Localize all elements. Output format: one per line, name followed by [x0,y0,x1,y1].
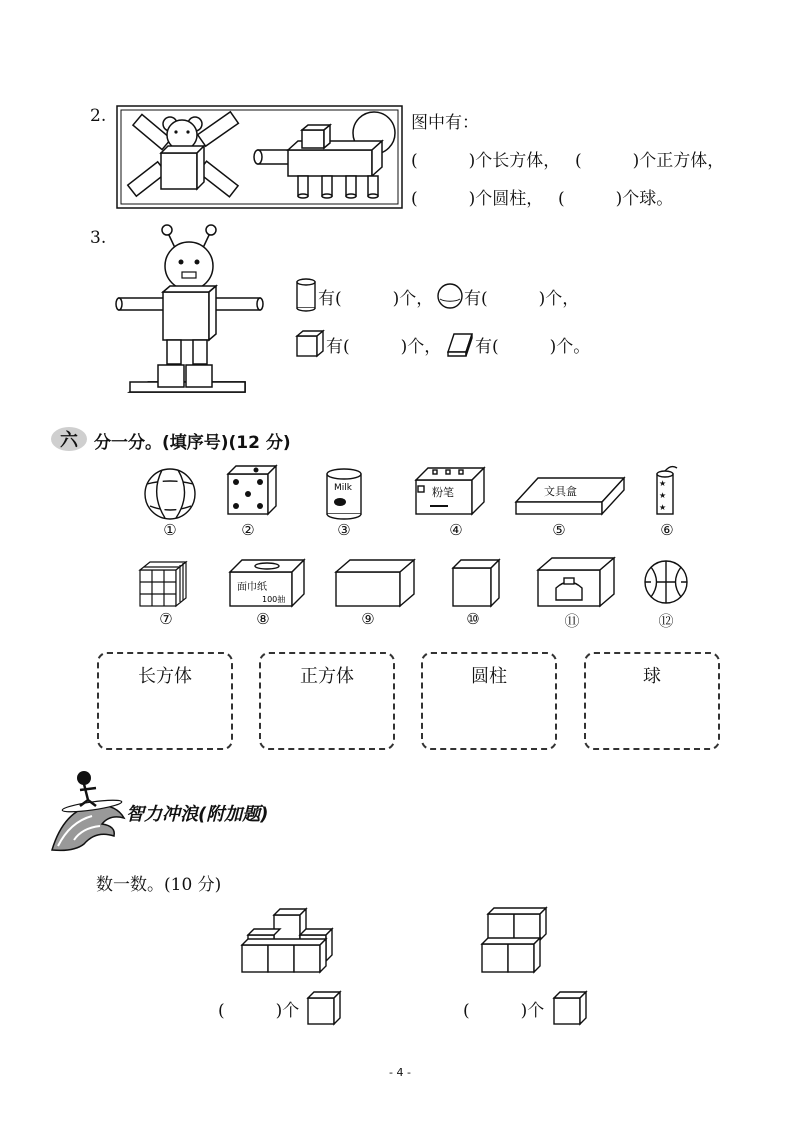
q2-count-cylinder: ( )个圆柱， [411,189,544,209]
svg-text:★: ★ [659,503,667,512]
category-label-cylinder: 圆柱 [471,666,507,687]
q3-cylinder-count: 有( )个， [318,289,434,309]
svg-text:★: ★ [659,491,667,500]
tissue-count: 100抽 [262,595,286,604]
object-label-9: ⑨ [361,610,375,628]
section-title: 分一分。(填序号)(12 分) [94,433,291,453]
q3-cube-count: 有( )个， [326,337,442,357]
stationery-label: 文具盒 [544,485,577,498]
svg-text:★: ★ [659,479,667,488]
q2-count-sphere: ( )个球。 [558,189,674,209]
object-label-8: ⑧ [256,610,270,628]
category-label-cube: 正方体 [300,666,354,687]
bonus-title: 智力冲浪(附加题) [126,804,269,825]
section-badge: 六 [60,430,78,451]
tissue-label: 面巾纸 [237,582,267,593]
object-label-3: ③ [337,521,351,539]
page-number: - 4 - [389,1066,411,1079]
object-label-11: ⑪ [564,612,580,630]
cube-icon [552,990,588,1026]
q2-header: 图中有： [411,113,479,133]
bonus-instruction: 数一数。(10 分) [96,875,222,895]
q2-count-cube: ( )个正方体， [575,151,725,171]
q2-count-cuboid: ( )个长方体， [411,151,561,171]
category-label-cuboid: 长方体 [138,666,192,687]
cube-icon [306,990,342,1026]
q3-sphere-count: 有( )个， [464,289,580,309]
object-label-10: ⑩ [466,610,480,628]
object-label-7: ⑦ [159,610,173,628]
object-label-4: ④ [449,521,463,539]
bonus-answer-1: ( )个 [218,1001,300,1021]
q3-cuboid-count: 有( )个。 [475,337,591,357]
object-label-5: ⑤ [552,521,566,539]
milk-label: Milk [334,483,352,493]
chalk-label: 粉笔 [432,486,454,499]
q2-number: 2. [90,106,107,126]
object-label-6: ⑥ [660,521,674,539]
q3-number: 3. [90,228,107,248]
category-label-sphere: 球 [643,666,661,687]
bonus-answer-2: ( )个 [463,1001,545,1021]
object-label-12: ⑫ [658,612,674,630]
object-label-1: ① [163,521,177,539]
object-label-2: ② [241,521,255,539]
